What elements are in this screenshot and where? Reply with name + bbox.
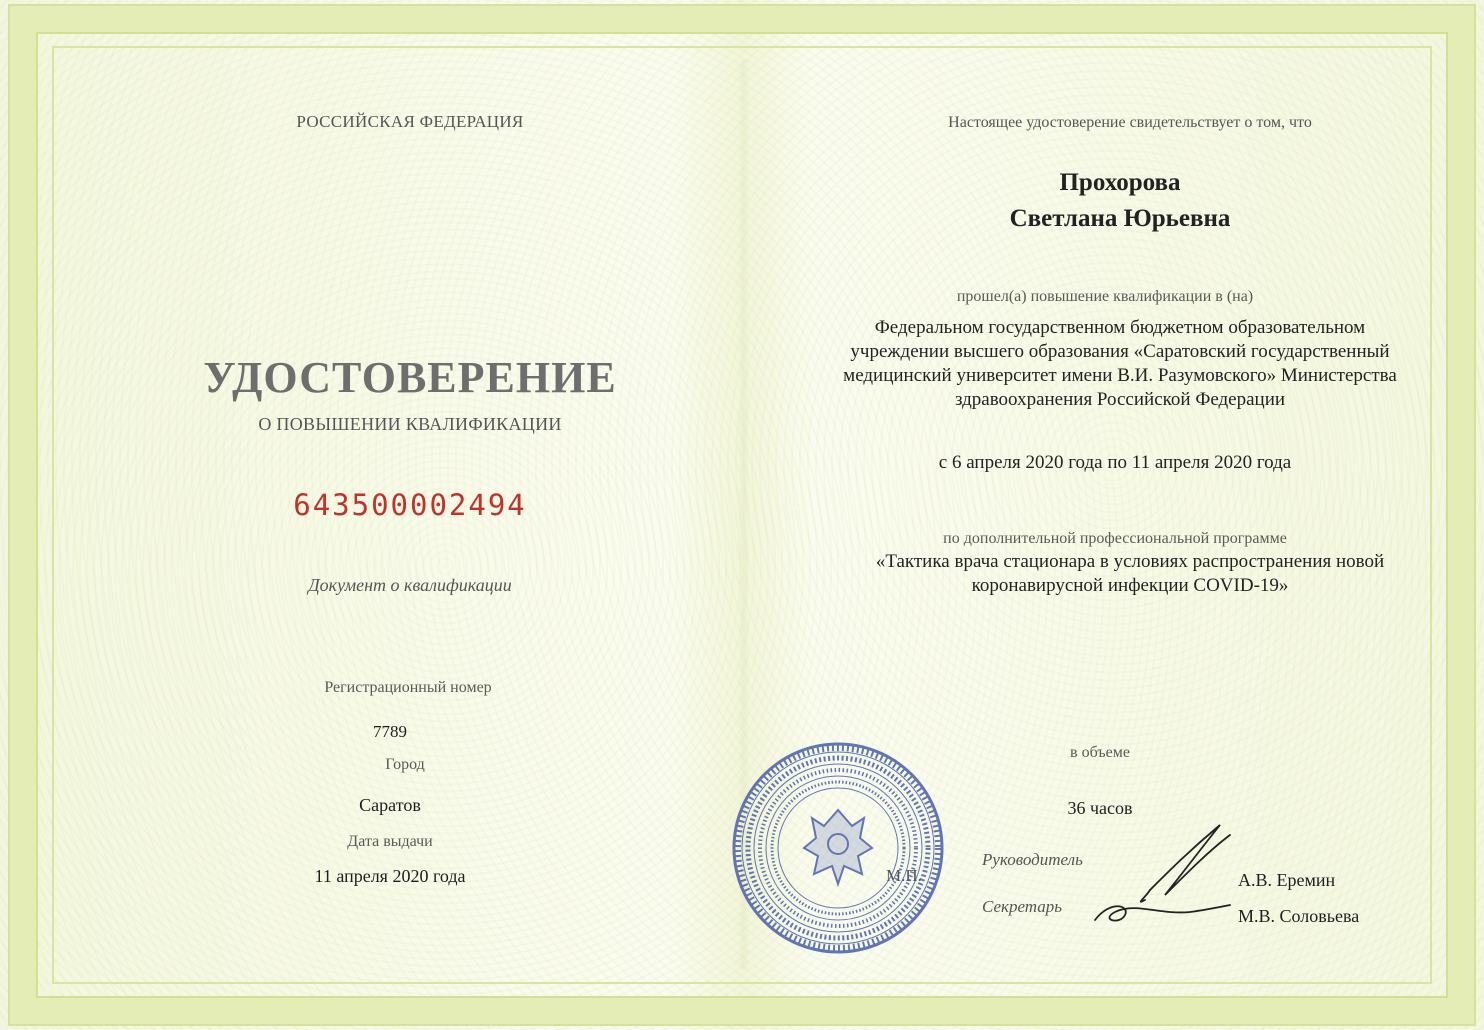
- issue-date: 11 апреля 2020 года: [314, 866, 466, 886]
- institution: [810, 316, 1430, 412]
- program-line: коронавирусной инфекции COVID-19»: [971, 575, 1289, 596]
- registration-number: 7789: [373, 722, 407, 741]
- volume-label: в объеме: [1070, 744, 1130, 761]
- head-name: А.В. Еремин: [1238, 870, 1336, 890]
- city-value: Саратов: [359, 795, 421, 815]
- signature-icon: [1090, 820, 1240, 930]
- stamp-place: М.П.: [886, 866, 922, 885]
- training-period: с 6 апреля 2020 года по 11 апреля 2020 года: [938, 452, 1292, 473]
- city-label: Город: [385, 756, 425, 773]
- secretary-role: Секретарь: [982, 897, 1062, 916]
- registration-label: Регистрационный номер: [324, 679, 492, 696]
- institution-line: медицинский университет имени В.И. Разумовского» Министерства: [843, 365, 1397, 386]
- official-seal-icon: [728, 738, 948, 958]
- passed-label: прошел(а) повышение квалификации в (на): [956, 288, 1254, 305]
- secretary-name: М.В. Соловьева: [1238, 906, 1360, 926]
- document-number: 643500002494: [293, 488, 527, 522]
- holder-given-names: Светлана Юрьевна: [1009, 205, 1231, 232]
- institution-line: Федеральном государственном бюджетном образовательном: [874, 317, 1366, 338]
- program-line: «Тактика врача стационара в условиях распространения новой: [875, 551, 1385, 572]
- holder-surname: Прохорова: [1059, 169, 1181, 196]
- institution-line: учреждении высшего образования «Саратовский государственный: [850, 341, 1390, 362]
- country-name: РОССИЙСКАЯ ФЕДЕРАЦИЯ: [296, 112, 524, 131]
- volume-value: 36 часов: [1067, 798, 1133, 818]
- head-role: Руководитель: [982, 850, 1083, 869]
- issue-date-label: Дата выдачи: [347, 833, 433, 850]
- program-label: по дополнительной профессиональной программе: [943, 530, 1287, 547]
- holder-name: [900, 165, 1340, 237]
- document-title: УДОСТОВЕРЕНИЕ: [203, 353, 617, 402]
- program-name: [830, 550, 1430, 598]
- document-type: Документ о квалификации: [308, 575, 512, 595]
- document-subtitle: О ПОВЫШЕНИИ КВАЛИФИКАЦИИ: [258, 414, 562, 434]
- institution-line: здравоохранения Российской Федерации: [954, 389, 1286, 410]
- intro-text: Настоящее удостоверение свидетельствует о том, что: [948, 114, 1312, 131]
